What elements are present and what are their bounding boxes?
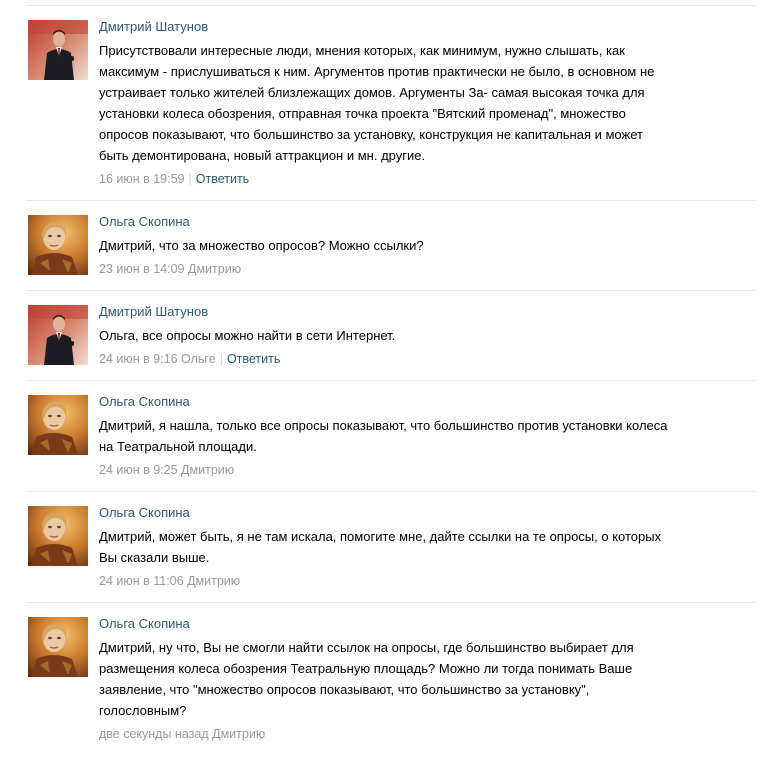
comment-author-link[interactable]: Дмитрий Шатунов — [99, 304, 209, 319]
meta-separator: | — [188, 172, 192, 186]
comment-meta — [99, 726, 679, 742]
comment-text — [99, 235, 679, 256]
dmitry-avatar[interactable] — [28, 305, 88, 365]
comment-reply-to[interactable]: Дмитрию — [212, 727, 266, 741]
comment-item — [26, 380, 756, 492]
comment-text-line: установки колеса обозрения, отправная точка проекта "Вятский променад", множество — [99, 106, 626, 121]
comment-text-line: заявление, что "множество опросов показывают, что большинство за установку", — [99, 682, 590, 697]
comment-text-line: быть демонтирована, новый аттракцион и мн. другие. — [99, 148, 426, 163]
comment-date[interactable]: 24 июн в 9:25 — [99, 463, 178, 477]
comment-text — [99, 637, 679, 721]
dmitry-avatar[interactable] — [28, 20, 88, 80]
comment-item — [26, 290, 756, 381]
comment-date[interactable]: 23 июн в 14:09 — [99, 262, 185, 276]
comment-meta — [99, 573, 679, 589]
comment-reply-to[interactable]: Ольге — [181, 352, 216, 366]
reply-button[interactable]: Ответить — [226, 352, 281, 366]
comment-text-line: Дмитрий, что за множество опросов? Можно ссылки? — [99, 238, 424, 253]
comment-text-line: голословным? — [99, 703, 187, 718]
comment-meta — [99, 351, 679, 367]
comment-text-line: на Театральной площади. — [99, 439, 257, 454]
comment-date[interactable]: 24 июн в 11:06 — [99, 574, 184, 588]
comment-meta — [99, 261, 679, 277]
olga-avatar[interactable] — [28, 215, 88, 275]
comment-date[interactable]: 24 июн в 9:16 — [99, 352, 178, 366]
comment-body — [99, 394, 679, 478]
comment-text-line: Ольга, все опросы можно найти в сети Интернет. — [99, 328, 396, 343]
meta-separator: | — [219, 352, 223, 366]
comment-text-line: опросов показывают, что большинство за установку, конструкция не капитальная и может — [99, 127, 643, 142]
comment-body — [99, 505, 679, 589]
comment-text-line: размещения колеса обозрения Театральную площадь? Можно ли тогда понимать Ваше — [99, 661, 633, 676]
comment-item — [26, 5, 756, 201]
comment-text-line: максимум - прислушиваться к ним. Аргументов против практически не было, в основном не — [99, 64, 655, 79]
comment-reply-to[interactable]: Дмитрию — [187, 574, 241, 588]
comment-author-link[interactable]: Ольга Скопина — [99, 505, 190, 520]
comment-meta — [99, 462, 679, 478]
comment-author-link[interactable]: Ольга Скопина — [99, 214, 190, 229]
reply-button[interactable]: Ответить — [195, 172, 250, 186]
comment-body — [99, 616, 679, 742]
comment-reply-to[interactable]: Дмитрию — [188, 262, 242, 276]
comment-date[interactable]: две секунды назад — [99, 727, 209, 741]
comment-text-line: устраивает только жителей близлежащих домов. Аргументы За- самая высокая точка для — [99, 85, 645, 100]
comment-text — [99, 325, 679, 346]
comment-item — [26, 200, 756, 291]
comment-author-link[interactable]: Дмитрий Шатунов — [99, 19, 209, 34]
comment-author-link[interactable]: Ольга Скопина — [99, 616, 190, 631]
comment-text — [99, 40, 679, 166]
comment-meta — [99, 171, 679, 187]
olga-avatar[interactable] — [28, 617, 88, 677]
comment-body — [99, 304, 679, 367]
comment-text-line: Дмитрий, ну что, Вы не смогли найти ссылок на опросы, где большинство выбирает для — [99, 640, 634, 655]
comment-text-line: Дмитрий, может быть, я не там искала, помогите мне, дайте ссылки на те опросы, о которых — [99, 529, 662, 544]
comment-item — [26, 602, 756, 758]
olga-avatar[interactable] — [28, 395, 88, 455]
comment-text-line: Присутствовали интересные люди, мнения которых, как минимум, нужно слышать, как — [99, 43, 625, 58]
comment-text-line: Вы сказали выше. — [99, 550, 210, 565]
comment-text — [99, 415, 679, 457]
comment-author-link[interactable]: Ольга Скопина — [99, 394, 190, 409]
comment-body — [99, 19, 679, 187]
comment-date[interactable]: 16 июн в 19:59 — [99, 172, 185, 186]
comment-reply-to[interactable]: Дмитрию — [181, 463, 235, 477]
comment-body — [99, 214, 679, 277]
comment-item — [26, 491, 756, 603]
comment-text — [99, 526, 679, 568]
comment-text-line: Дмитрий, я нашла, только все опросы показывают, что большинство против установки колеса — [99, 418, 668, 433]
olga-avatar[interactable] — [28, 506, 88, 566]
